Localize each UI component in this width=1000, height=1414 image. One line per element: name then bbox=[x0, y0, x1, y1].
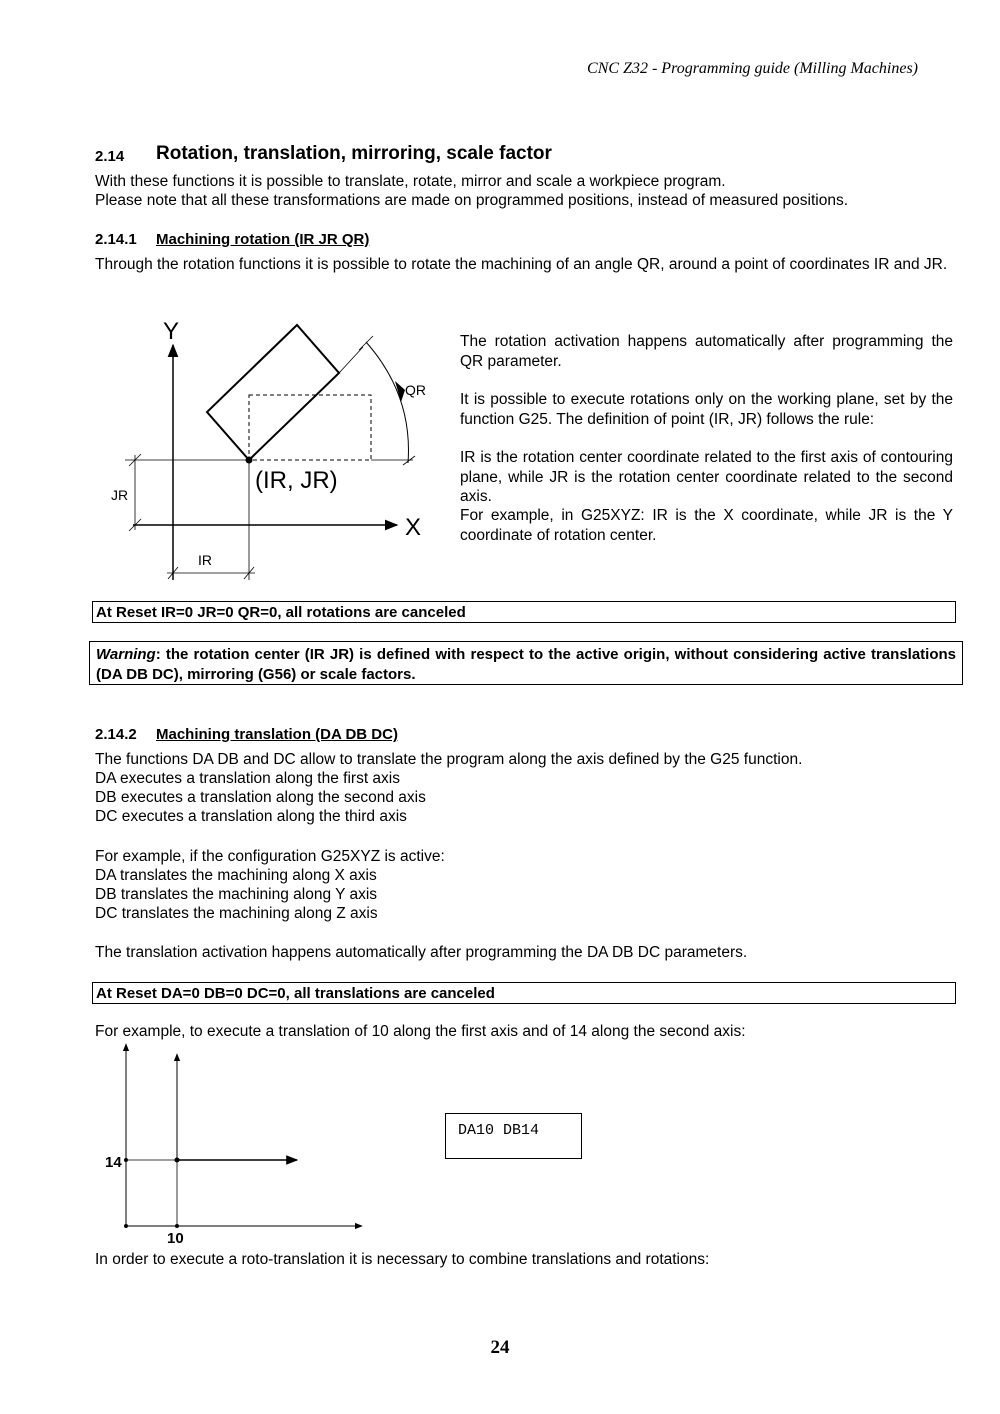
warning-box bbox=[89, 641, 963, 685]
rotation-para-1: The rotation activation happens automatically after programming the QR parameter. bbox=[460, 333, 953, 370]
rotation-intro: Through the rotation functions it is possible to rotate the machining of an angle QR, around a point of coordinates IR and JR. bbox=[95, 256, 948, 273]
label-14: 14 bbox=[105, 1154, 122, 1171]
translation-activation: The translation activation happens automatically after programming the DA DB DC parameters. bbox=[95, 944, 748, 961]
subsection-number-translation: 2.14.2 bbox=[95, 726, 137, 743]
translation-closing: In order to execute a roto-translation it is necessary to combine translations and rotations: bbox=[95, 1251, 710, 1268]
translation-example-intro: For example, to execute a translation of 10 along the first axis and of 14 along the second axis: bbox=[95, 1023, 746, 1040]
qr-label: QR bbox=[405, 382, 426, 398]
translation-line-1: The functions DA DB and DC allow to translate the program along the axis defined by the G25 function. bbox=[95, 751, 803, 768]
subsection-number-rotation: 2.14.1 bbox=[95, 231, 137, 248]
code-box: DA10 DB14 bbox=[445, 1113, 582, 1159]
translation-diagram bbox=[95, 1040, 375, 1250]
y-axis-label: Y bbox=[163, 318, 180, 345]
section-intro-1: With these functions it is possible to translate, rotate, mirror and scale a workpiece program. bbox=[95, 173, 726, 190]
page-number: 24 bbox=[490, 1337, 510, 1358]
translated-origin-point bbox=[175, 1158, 180, 1163]
qr-arc bbox=[366, 342, 408, 463]
rotation-para-2: It is possible to execute rotations only on the working plane, set by the function G25. The definition of point (IR, JR) follows the rule: bbox=[460, 391, 953, 428]
translation-example-line-2: DA translates the machining along X axis bbox=[95, 867, 377, 884]
rotation-center-point bbox=[246, 457, 253, 464]
rotation-diagram bbox=[95, 305, 455, 595]
rotation-para-3: IR is the rotation center coordinate related to the first axis of contouring plane, while JR is the rotation center coordinate related to the second axis. bbox=[460, 449, 953, 505]
translation-line-4: DC executes a translation along the third axis bbox=[95, 808, 407, 825]
translation-line-3: DB executes a translation along the second axis bbox=[95, 789, 426, 806]
warning-label: Warning bbox=[96, 646, 156, 663]
rotation-reset-box: At Reset IR=0 JR=0 QR=0, all rotations are canceled bbox=[92, 601, 956, 623]
translation-example-line-3: DB translates the machining along Y axis bbox=[95, 886, 378, 903]
x-axis-label: X bbox=[405, 514, 422, 541]
subsection-title-rotation: Machining rotation (IR JR QR) bbox=[156, 231, 370, 248]
ir-label: IR bbox=[198, 552, 212, 568]
rotation-para-4: For example, in G25XYZ: IR is the X coordinate, while JR is the Y coordinate of rotation center. bbox=[460, 507, 953, 544]
section-intro-2: Please note that all these transformations are made on programmed positions, instead of measured positions. bbox=[95, 192, 849, 209]
translation-reset-box: At Reset DA=0 DB=0 DC=0, all translations are canceled bbox=[92, 982, 956, 1004]
original-rectangle bbox=[249, 395, 371, 460]
translation-example-line-1: For example, if the configuration G25XYZ is active: bbox=[95, 848, 445, 865]
translation-example-line-4: DC translates the machining along Z axis bbox=[95, 905, 378, 922]
section-number: 2.14 bbox=[95, 148, 125, 165]
jr-label: JR bbox=[111, 487, 129, 503]
translation-line-2: DA executes a translation along the first axis bbox=[95, 770, 400, 787]
warning-text: : the rotation center (IR JR) is defined with respect to the active origin, without considering active translations (DA DB DC), mirroring (G56) or scale factors. bbox=[96, 646, 956, 683]
label-10: 10 bbox=[167, 1230, 184, 1247]
subsection-title-translation: Machining translation (DA DB DC) bbox=[156, 726, 398, 743]
rotated-rectangle bbox=[207, 325, 339, 460]
center-label: (IR, JR) bbox=[255, 467, 338, 494]
running-header: CNC Z32 - Programming guide (Milling Machines) bbox=[587, 60, 918, 77]
section-title: Rotation, translation, mirroring, scale factor bbox=[156, 143, 552, 164]
